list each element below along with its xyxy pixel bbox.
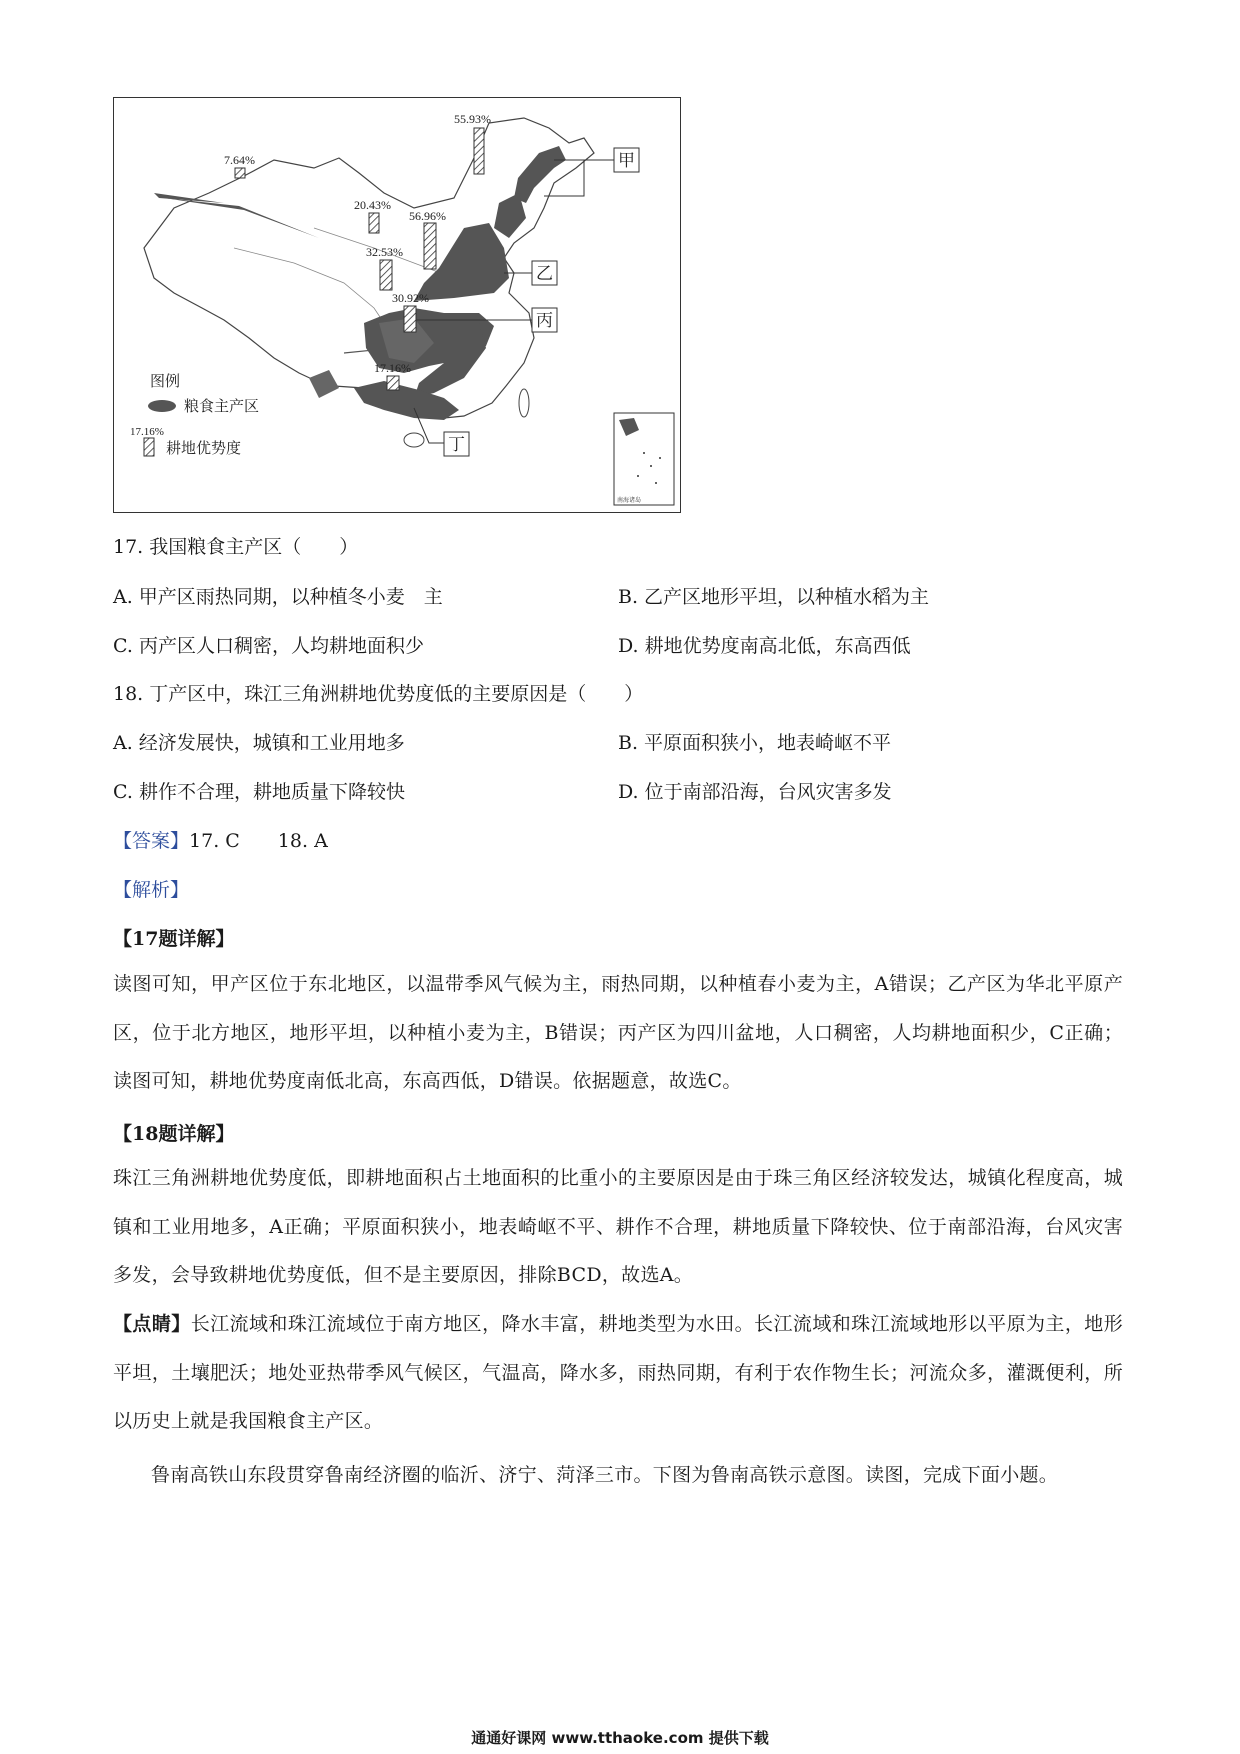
q18-option-d[interactable]: D. 位于南部沿海，台风灾害多发 (618, 781, 892, 803)
q18-option-b[interactable]: B. 平原面积狭小，地表崎岖不平 (618, 732, 892, 754)
pct-label: 17.16% (374, 361, 411, 375)
analysis-label: 【解析】 (113, 879, 190, 901)
label-jia: 甲 (618, 151, 635, 171)
grain-region-map (113, 97, 681, 513)
q17-option-a[interactable]: A. 甲产区雨热同期，以种植冬小麦 主 (113, 586, 443, 608)
legend-grain: 粮食主产区 (184, 397, 260, 415)
answer-line (113, 827, 328, 855)
region-jia (514, 146, 566, 203)
footer-source[interactable]: 通通好课网 www.tthaoke.com 提供下载 (471, 1729, 769, 1747)
china-outline (144, 118, 594, 418)
q18-option-c[interactable]: C. 耕作不合理，耕地质量下降较快 (113, 781, 405, 803)
region-xinjiang (164, 198, 319, 238)
pct-label: 32.53% (366, 245, 403, 259)
tip-block (113, 1300, 1123, 1446)
detail18-heading: 【18题详解】 (113, 1123, 235, 1145)
map-drawing (114, 98, 679, 511)
answer-label: 【答案】 (113, 830, 190, 852)
detail17-heading: 【17题详解】 (113, 928, 235, 950)
q18-stem: 18. 丁产区中，珠江三角洲耕地优势度低的主要原因是（ ） (113, 683, 644, 705)
answer-text: 17. C 18. A (189, 830, 328, 852)
pct-label: 30.92% (392, 291, 429, 305)
q18-option-a[interactable]: A. 经济发展快，城镇和工业用地多 (113, 732, 405, 754)
legend-title: 图例 (150, 372, 181, 390)
q17-option-b[interactable]: B. 乙产区地形平坦，以种植水稻为主 (618, 586, 930, 608)
q17-option-c[interactable]: C. 丙产区人口稠密，人均耕地面积少 (113, 635, 424, 657)
q17-option-d[interactable]: D. 耕地优势度南高北低，东高西低 (618, 635, 911, 657)
q17-stem: 17. 我国粮食主产区（ ） (113, 536, 359, 558)
tip-label: 【点睛】 (113, 1313, 191, 1335)
pct-label: 20.43% (354, 198, 391, 212)
legend-arable: 耕地优势度 (166, 439, 242, 457)
detail18-body: 珠江三角洲耕地优势度低，即耕地面积占土地面积的比重小的主要原因是由于珠三角区经济较发达，城镇化程度高，城镇和工业用地多，A正确；平原面积狭小，地表崎岖不平、耕作不合理，耕地质量下降较快、位于南部沿海，台风灾害多发，会导致耕地优势度低，但不是主要原因，排除BCD，故选A。 (113, 1167, 1123, 1286)
tip-body: 长江流域和珠江流域位于南方地区，降水丰富，耕地类型为水田。长江流域和珠江流域地形以平原为主，地形平坦，土壤肥沃；地处亚热带季风气候区，气温高，降水多，雨热同期，有利于农作物生长；河流众多，灌溉便利，所以历史上就是我国粮食主产区。 (113, 1313, 1123, 1432)
detail17-body: 读图可知，甲产区位于东北地区，以温带季风气候为主，雨热同期，以种植春小麦为主，A错误；乙产区为华北平原产区，位于北方地区，地形平坦，以种植小麦为主，B错误；丙产区为四川盆地，人口稠密，人均耕地面积少，C正确；读图可知，耕地优势度南低北高，东高西低，D错误。依据题意，故选C。 (113, 973, 1123, 1092)
inset-label: 南海诸岛 (617, 497, 642, 504)
next-intro: 鲁南高铁山东段贯穿鲁南经济圈的临沂、济宁、菏泽三市。下图为鲁南高铁示意图。读图，完成下面小题。 (151, 1464, 1059, 1486)
label-ding: 丁 (448, 435, 465, 455)
label-bing: 丙 (536, 311, 553, 331)
pct-label: 55.93% (454, 112, 491, 126)
legend-grain-swatch (148, 400, 176, 412)
label-yi: 乙 (536, 264, 553, 284)
pct-label: 56.96% (409, 209, 446, 223)
legend-pct: 17.16% (130, 426, 164, 438)
pct-label: 7.64% (224, 153, 255, 167)
